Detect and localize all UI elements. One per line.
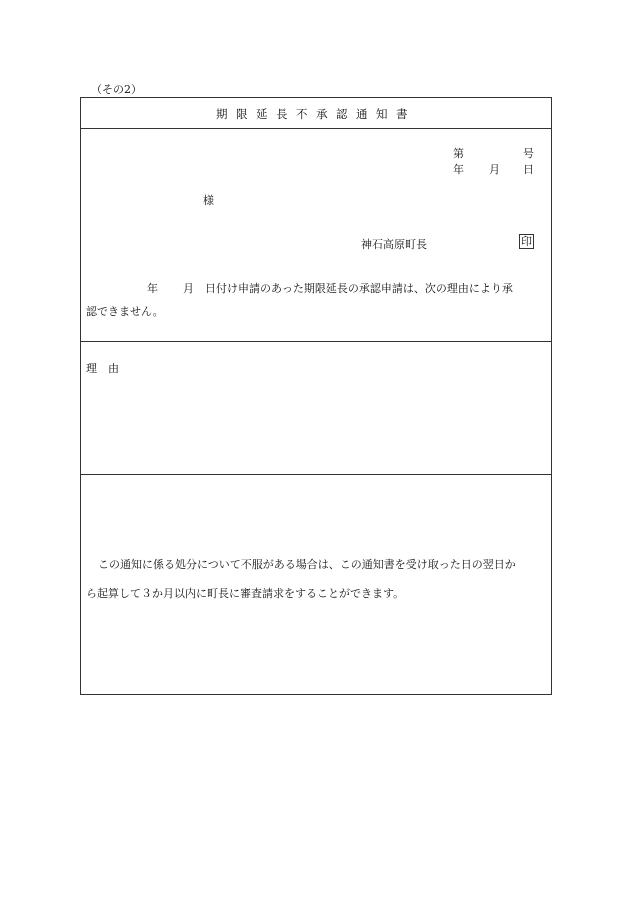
body-text-line2: 認できません。 (86, 305, 164, 318)
body-month: 月 (183, 282, 194, 295)
date-year: 年 (453, 163, 464, 176)
notice-form (80, 97, 552, 695)
seal-box: 印 (521, 235, 532, 248)
seal-mark (519, 234, 534, 249)
date-month: 月 (489, 163, 500, 176)
reason-label: 理 由 (86, 362, 119, 375)
appeal-notice-line2: ら起算して３か月以内に町長に審査請求をすることができます。 (86, 587, 405, 600)
issuer-name: 神石高原町長 (361, 238, 427, 251)
date-day: 日 (523, 163, 534, 176)
recipient-suffix: 様 (203, 194, 214, 207)
divider-body (81, 341, 551, 342)
divider-title (81, 128, 551, 129)
number-prefix: 第 (453, 147, 464, 160)
body-text-line1: 日付け申請のあった期限延長の承認申請は、次の理由により承 (205, 282, 513, 295)
body-year: 年 (147, 282, 158, 295)
divider-reason (81, 474, 551, 475)
form-title: 期限延長不承認通知書 (216, 107, 416, 121)
number-suffix: 号 (523, 147, 534, 160)
appeal-notice-line1: この通知に係る処分について不服がある場合は、この通知書を受け取った日の翌日か (98, 558, 516, 571)
form-number-label: （その2） (91, 83, 142, 96)
